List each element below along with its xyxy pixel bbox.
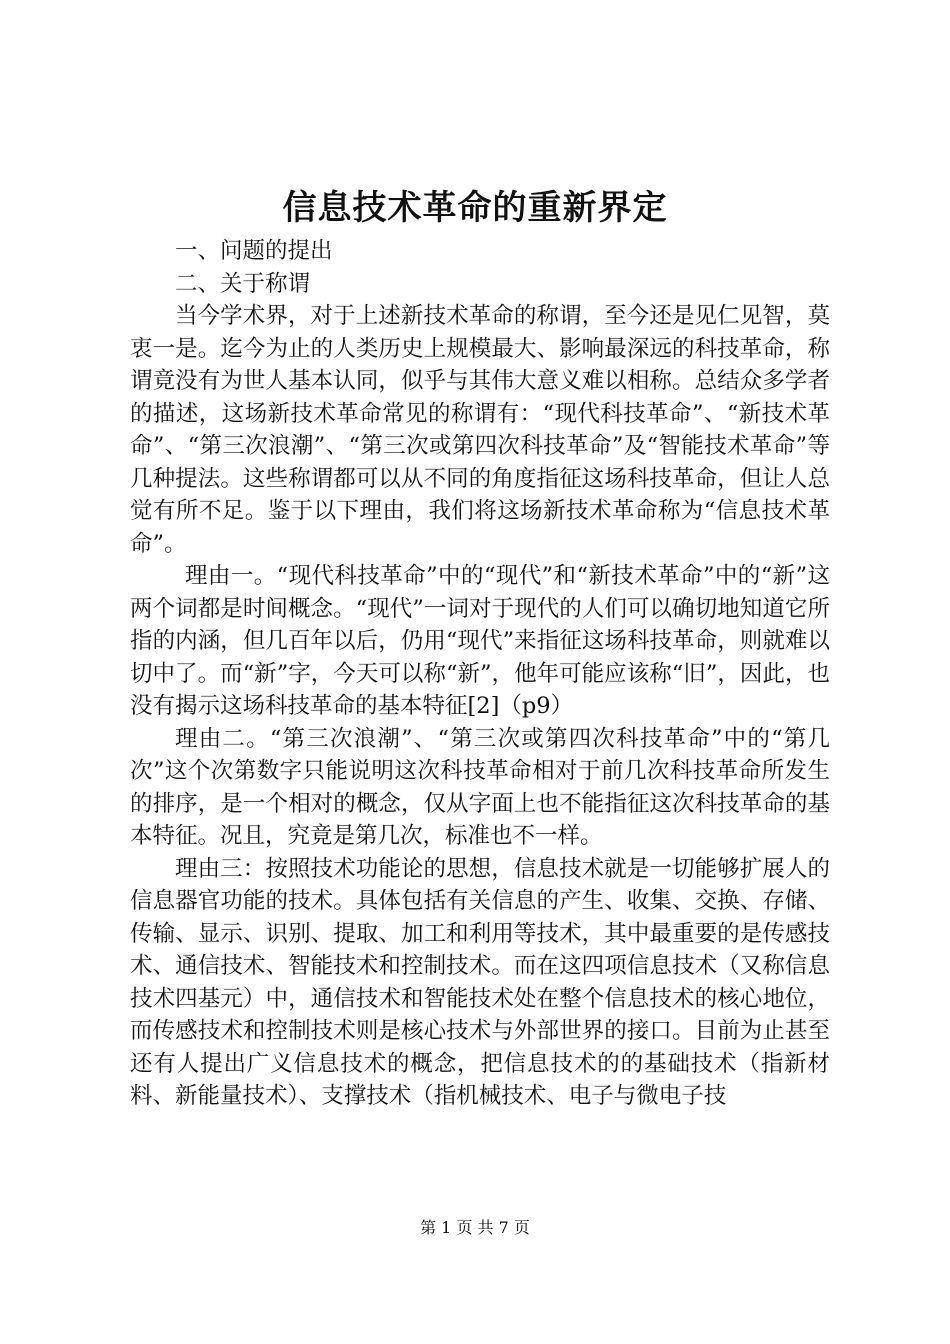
paragraph-reason-2: 理由二。“第三次浪潮”、“第三次或第四次科技革命”中的“第几次”这个次第数字只能说明这次科技革命相对于前几次科技革命所发生的排序，是一个相对的概念，仅从字面上也不能指征这次科技革命的基本特征。况且，究竟是第几次，标准也不一样。 [130, 725, 830, 849]
section-heading-2: 二、关于称谓 [175, 270, 311, 297]
paragraph-intro: 当今学术界，对于上述新技术革命的称谓，至今还是见仁见智，莫衷一是。迄今为止的人类历史上规模最大、影响最深远的科技革命，称谓竟没有为世人基本认同，似乎与其伟大意义难以相称。总结众多学者的描述，这场新技术革命常见的称谓有：“现代科技革命”、“新技术革命”、“第三次浪潮”、“第三次或第四次科技革命”及“智能技术革命”等几种提法。这些称谓都可以从不同的角度指征这场科技革命，但让人总觉有所不足。鉴于以下理由，我们将这场新技术革命称为“信息技术革命”。 [130, 303, 830, 557]
page-footer: 第 1 页 共 7 页 [420, 1218, 530, 1237]
document-title: 信息技术革命的重新界定 [282, 188, 668, 228]
document-body [130, 235, 830, 1113]
paragraph-reason-1: 理由一。“现代科技革命”中的“现代”和“新技术革命”中的“新”这两个词都是时间概念。“现代”一词对于现代的人们可以确切地知道它所指的内涵，但几百年以后，仍用“现代”来指征这场科技革命，则就难以切中了。而“新”字，今天可以称“新”，他年可能应该称“旧”，因此，也没有揭示这场科技革命的基本特征[2]（p9） [130, 563, 830, 719]
section-heading-1: 一、问题的提出 [175, 238, 333, 264]
paragraph-reason-3: 理由三：按照技术功能论的思想，信息技术就是一切能够扩展人的信息器官功能的技术。具体包括有关信息的产生、收集、交换、存储、传输、显示、识别、提取、加工和利用等技术，其中最重要的是传感技术、通信技术、智能技术和控制技术。而在这四项信息技术（又称信息技术四基元）中，通信技术和智能技术处在整个信息技术的核心地位，而传感技术和控制技术则是核心技术与外部世界的接口。目前为止甚至还有人提出广义信息技术的概念，把信息技术的的基础技术（指新材料、新能量技术）、支撑技术（指机械技术、电子与微电子技 [130, 855, 830, 1109]
